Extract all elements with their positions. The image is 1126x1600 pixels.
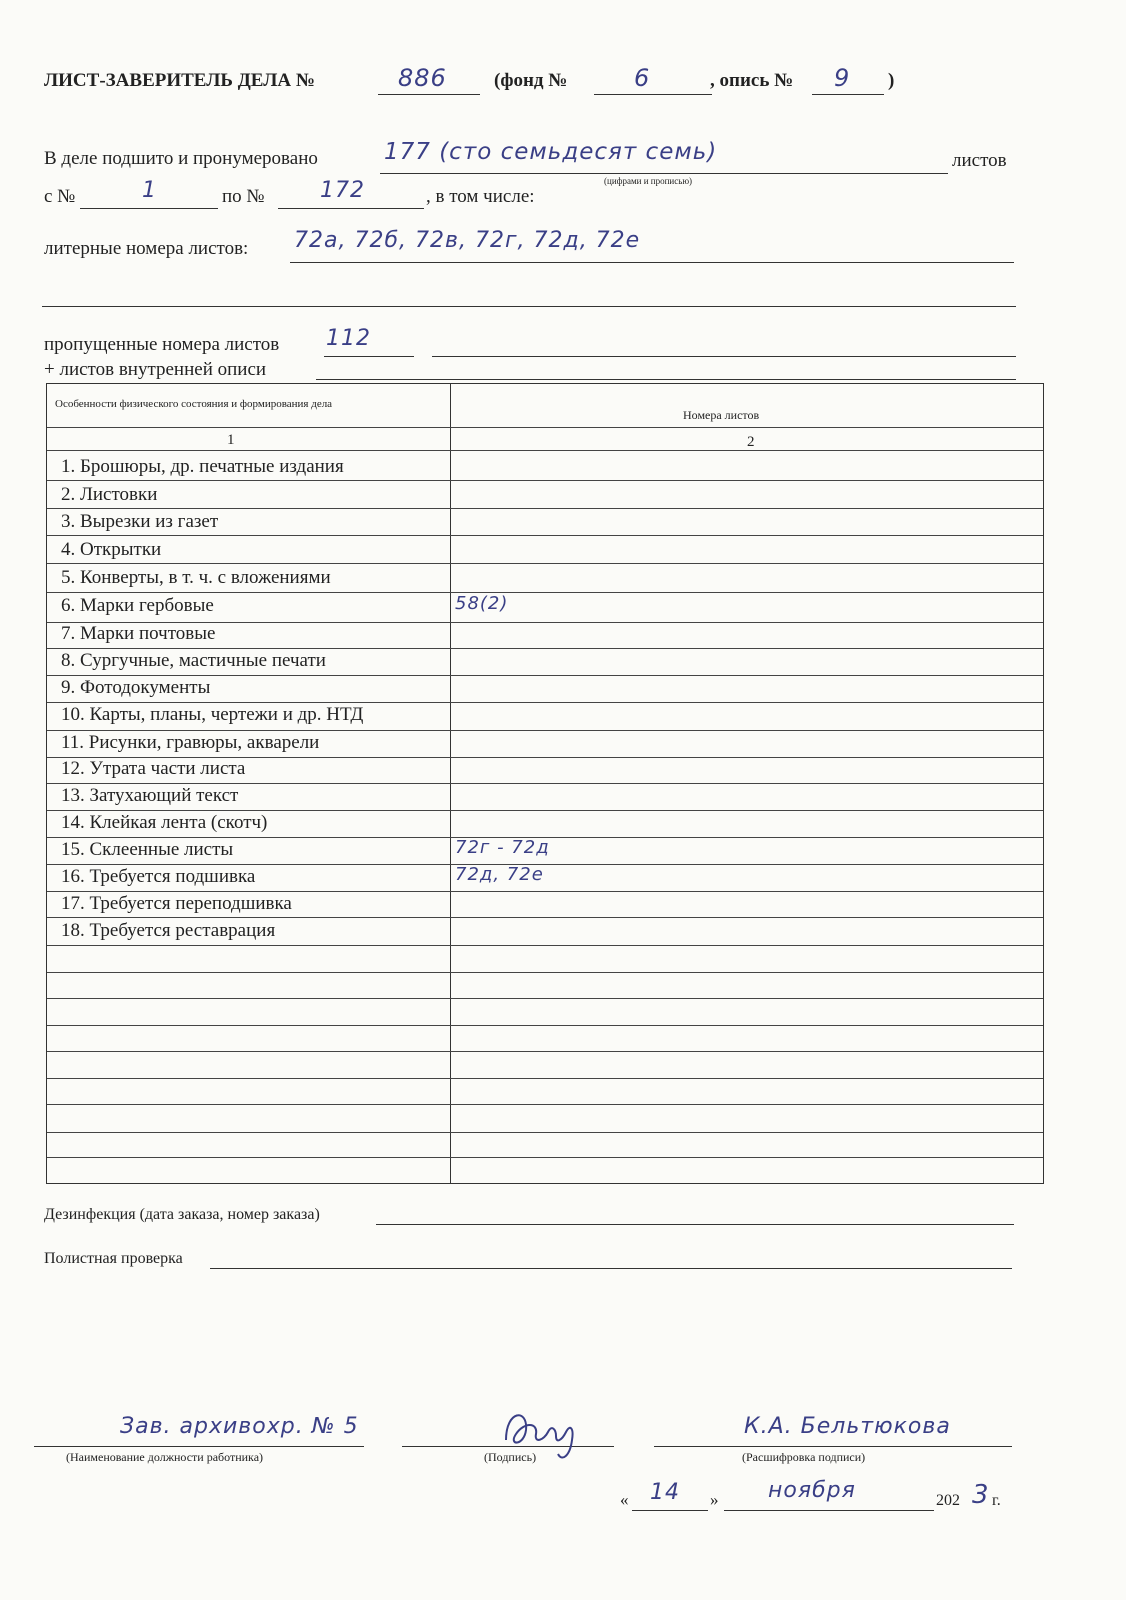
row-divider [47,1025,1043,1026]
case-number-field[interactable] [378,64,480,95]
row-divider [47,945,1043,946]
check-label: Полистная проверка [44,1250,183,1267]
condition-row-value[interactable]: 72г - 72д [455,837,550,858]
row-divider [47,972,1043,973]
date-month-value: ноября [768,1478,856,1503]
col2-header: Номера листов [683,408,760,422]
condition-row-label: 14. Клейкая лента (скотч) [61,812,268,833]
position-field[interactable] [34,1416,364,1447]
disinfection-label: Дезинфекция (дата заказа, номер заказа) [44,1206,320,1223]
col1-number: 1 [227,432,235,448]
row-divider [47,757,1043,758]
condition-row-label: 7. Марки почтовые [61,623,216,644]
condition-row-label: 18. Требуется реставрация [61,920,276,941]
condition-row-label: 11. Рисунки, гравюры, акварели [61,732,320,753]
row-divider [47,592,1043,593]
date-suffix: г. [992,1492,1001,1509]
row-divider [47,783,1043,784]
condition-row-value[interactable]: 58(2) [455,593,509,614]
col1-header: Особенности физического состояния и формирования дела [55,398,333,410]
fond-label: (фонд № [494,70,568,91]
date-year-digit: 3 [972,1480,990,1510]
condition-row-label: 5. Конверты, в т. ч. с вложениями [61,567,331,588]
to-field[interactable] [278,178,424,209]
decoding-field[interactable] [654,1416,1012,1447]
position-value: Зав. архивохр. № 5 [120,1414,359,1439]
sheets-count-field[interactable] [380,139,948,174]
decoding-caption: (Расшифровка подписи) [742,1450,866,1464]
to-label: по № [222,186,265,207]
signature-caption: (Подпись) [484,1450,537,1464]
condition-row-value[interactable]: 72д, 72е [455,864,544,885]
row-divider [47,1051,1043,1052]
disinfection-field[interactable] [376,1204,1014,1225]
date-day-value: 14 [650,1480,680,1505]
condition-row-label: 8. Сургучные, мастичные печати [61,650,326,671]
decoding-value: К.А. Бельтюкова [744,1414,951,1439]
condition-row-label: 16. Требуется подшивка [61,866,256,887]
sheets-suffix: листов [952,150,1007,171]
missing-continuation-line[interactable] [432,330,1016,357]
from-field[interactable] [80,178,218,209]
row-divider [47,917,1043,918]
row-divider [47,1104,1043,1105]
position-caption: (Наименование должности работника) [66,1450,264,1464]
case-number-value: 886 [398,64,447,92]
literal-continuation-line[interactable] [42,288,1016,307]
row-divider [47,864,1043,865]
fond-number-field[interactable] [594,64,712,95]
literal-label: литерные номера листов: [44,238,249,259]
condition-row-label: 4. Открытки [61,539,162,560]
close-paren: ) [888,70,895,91]
row-divider [47,622,1043,623]
row-divider [47,702,1043,703]
row-divider [47,535,1043,536]
from-label: с № [44,186,76,207]
opis-number-value: 9 [834,64,851,92]
row-divider [47,730,1043,731]
check-field[interactable] [210,1248,1012,1269]
condition-row-label: 3. Вырезки из газет [61,511,219,532]
opis-number-field[interactable] [812,64,884,95]
condition-table [46,383,1044,1184]
date-open-quote: « [620,1490,629,1509]
date-year-prefix: 202 [936,1492,960,1509]
opis-label: , опись № [710,70,794,91]
row-divider [47,675,1043,676]
missing-label: пропущенные номера листов [44,334,280,355]
condition-row-label: 1. Брошюры, др. печатные издания [61,456,344,477]
row-divider [47,450,1043,451]
sheets-hint: (цифрами и прописью) [604,176,693,186]
col2-number: 2 [747,434,755,450]
condition-row-label: 10. Карты, планы, чертежи и др. НТД [61,704,364,725]
missing-value: 112 [326,326,371,351]
fond-number-value: 6 [634,64,651,92]
row-divider [47,1078,1043,1079]
sheets-count-value: 177 (сто семьдесят семь) [384,139,718,165]
row-divider [47,1157,1043,1158]
condition-row-label: 6. Марки гербовые [61,595,214,616]
row-divider [47,563,1043,564]
row-divider [47,648,1043,649]
date-month-field[interactable] [724,1478,934,1511]
row-divider [47,837,1043,838]
to-value: 172 [320,178,365,203]
condition-row-label: 17. Требуется переподшивка [61,893,292,914]
row-divider [47,891,1043,892]
date-close-quote: » [710,1490,719,1509]
condition-row-label: 2. Листовки [61,484,158,505]
missing-field[interactable] [324,326,414,357]
sheets-label: В деле подшито и пронумеровано [44,148,318,169]
case-title: ЛИСТ-ЗАВЕРИТЕЛЬ ДЕЛА № [44,70,315,91]
literal-field[interactable] [290,228,1014,263]
header-divider [47,427,1043,428]
date-day-field[interactable] [632,1480,708,1511]
row-divider [47,508,1043,509]
row-divider [47,810,1043,811]
row-divider [47,998,1043,999]
signature-field[interactable] [402,1416,614,1447]
row-divider [47,480,1043,481]
condition-row-label: 13. Затухающий текст [61,785,239,806]
from-value: 1 [142,178,157,203]
inner-inventory-field[interactable] [316,356,1016,380]
condition-row-label: 12. Утрата части листа [61,758,246,779]
inner-inventory-label: + листов внутренней описи [44,359,267,380]
including-label: , в том числе: [426,186,535,207]
condition-row-label: 15. Склеенные листы [61,839,234,860]
condition-row-label: 9. Фотодокументы [61,677,211,698]
row-divider [47,1132,1043,1133]
literal-value: 72а, 72б, 72в, 72г, 72д, 72е [294,228,641,253]
